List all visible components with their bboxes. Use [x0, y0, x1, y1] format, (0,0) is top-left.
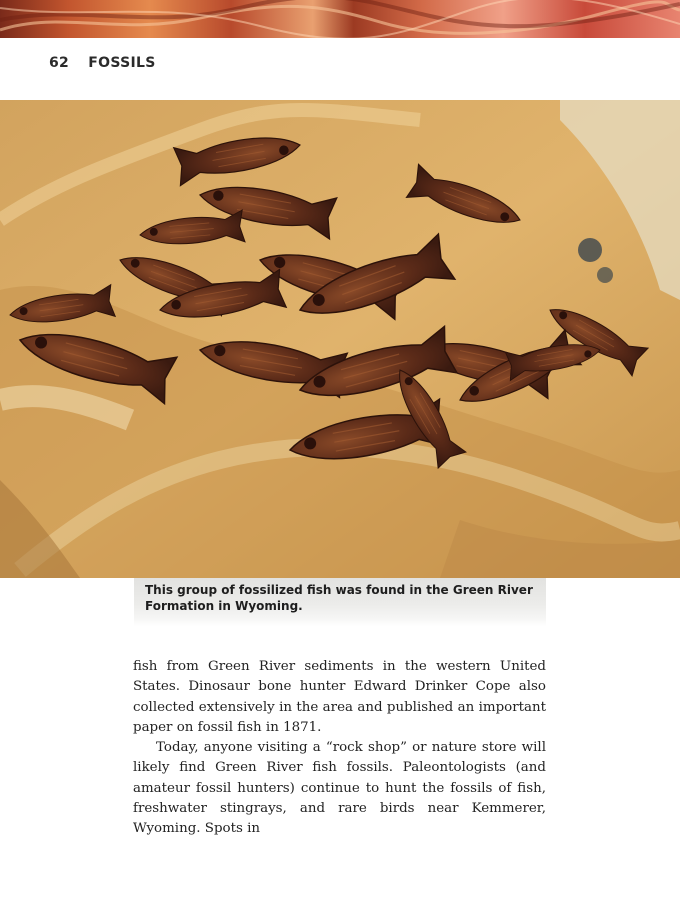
- section-title: FOSSILS: [88, 55, 156, 71]
- fossil-slab-illustration: [0, 100, 680, 578]
- page-number: 62: [49, 55, 70, 71]
- top-decorative-banner: [0, 0, 680, 38]
- fossil-fish-photo: [0, 100, 680, 578]
- paragraph: fish from Green River sediments in the western United States. Dinosaur bone hunter Edward Drinker Cope also collected extensively in the area and published an important paper on fossil fish in 1871.: [133, 659, 546, 735]
- body-text: [133, 657, 546, 840]
- photo-caption: [134, 578, 546, 626]
- running-header: [49, 55, 156, 71]
- paragraph: Today, anyone visiting a “rock shop” or nature store will likely find Green River fish fossils. Paleontologists (and amateur fossil hunters) continue to hunt the fossils of fish, freshwater stingrays, and rare birds near Kemmerer, Wyoming. Spots in: [133, 740, 546, 837]
- caption-text: This group of fossilized fish was found in the Green River Formation in Wyoming.: [145, 583, 533, 613]
